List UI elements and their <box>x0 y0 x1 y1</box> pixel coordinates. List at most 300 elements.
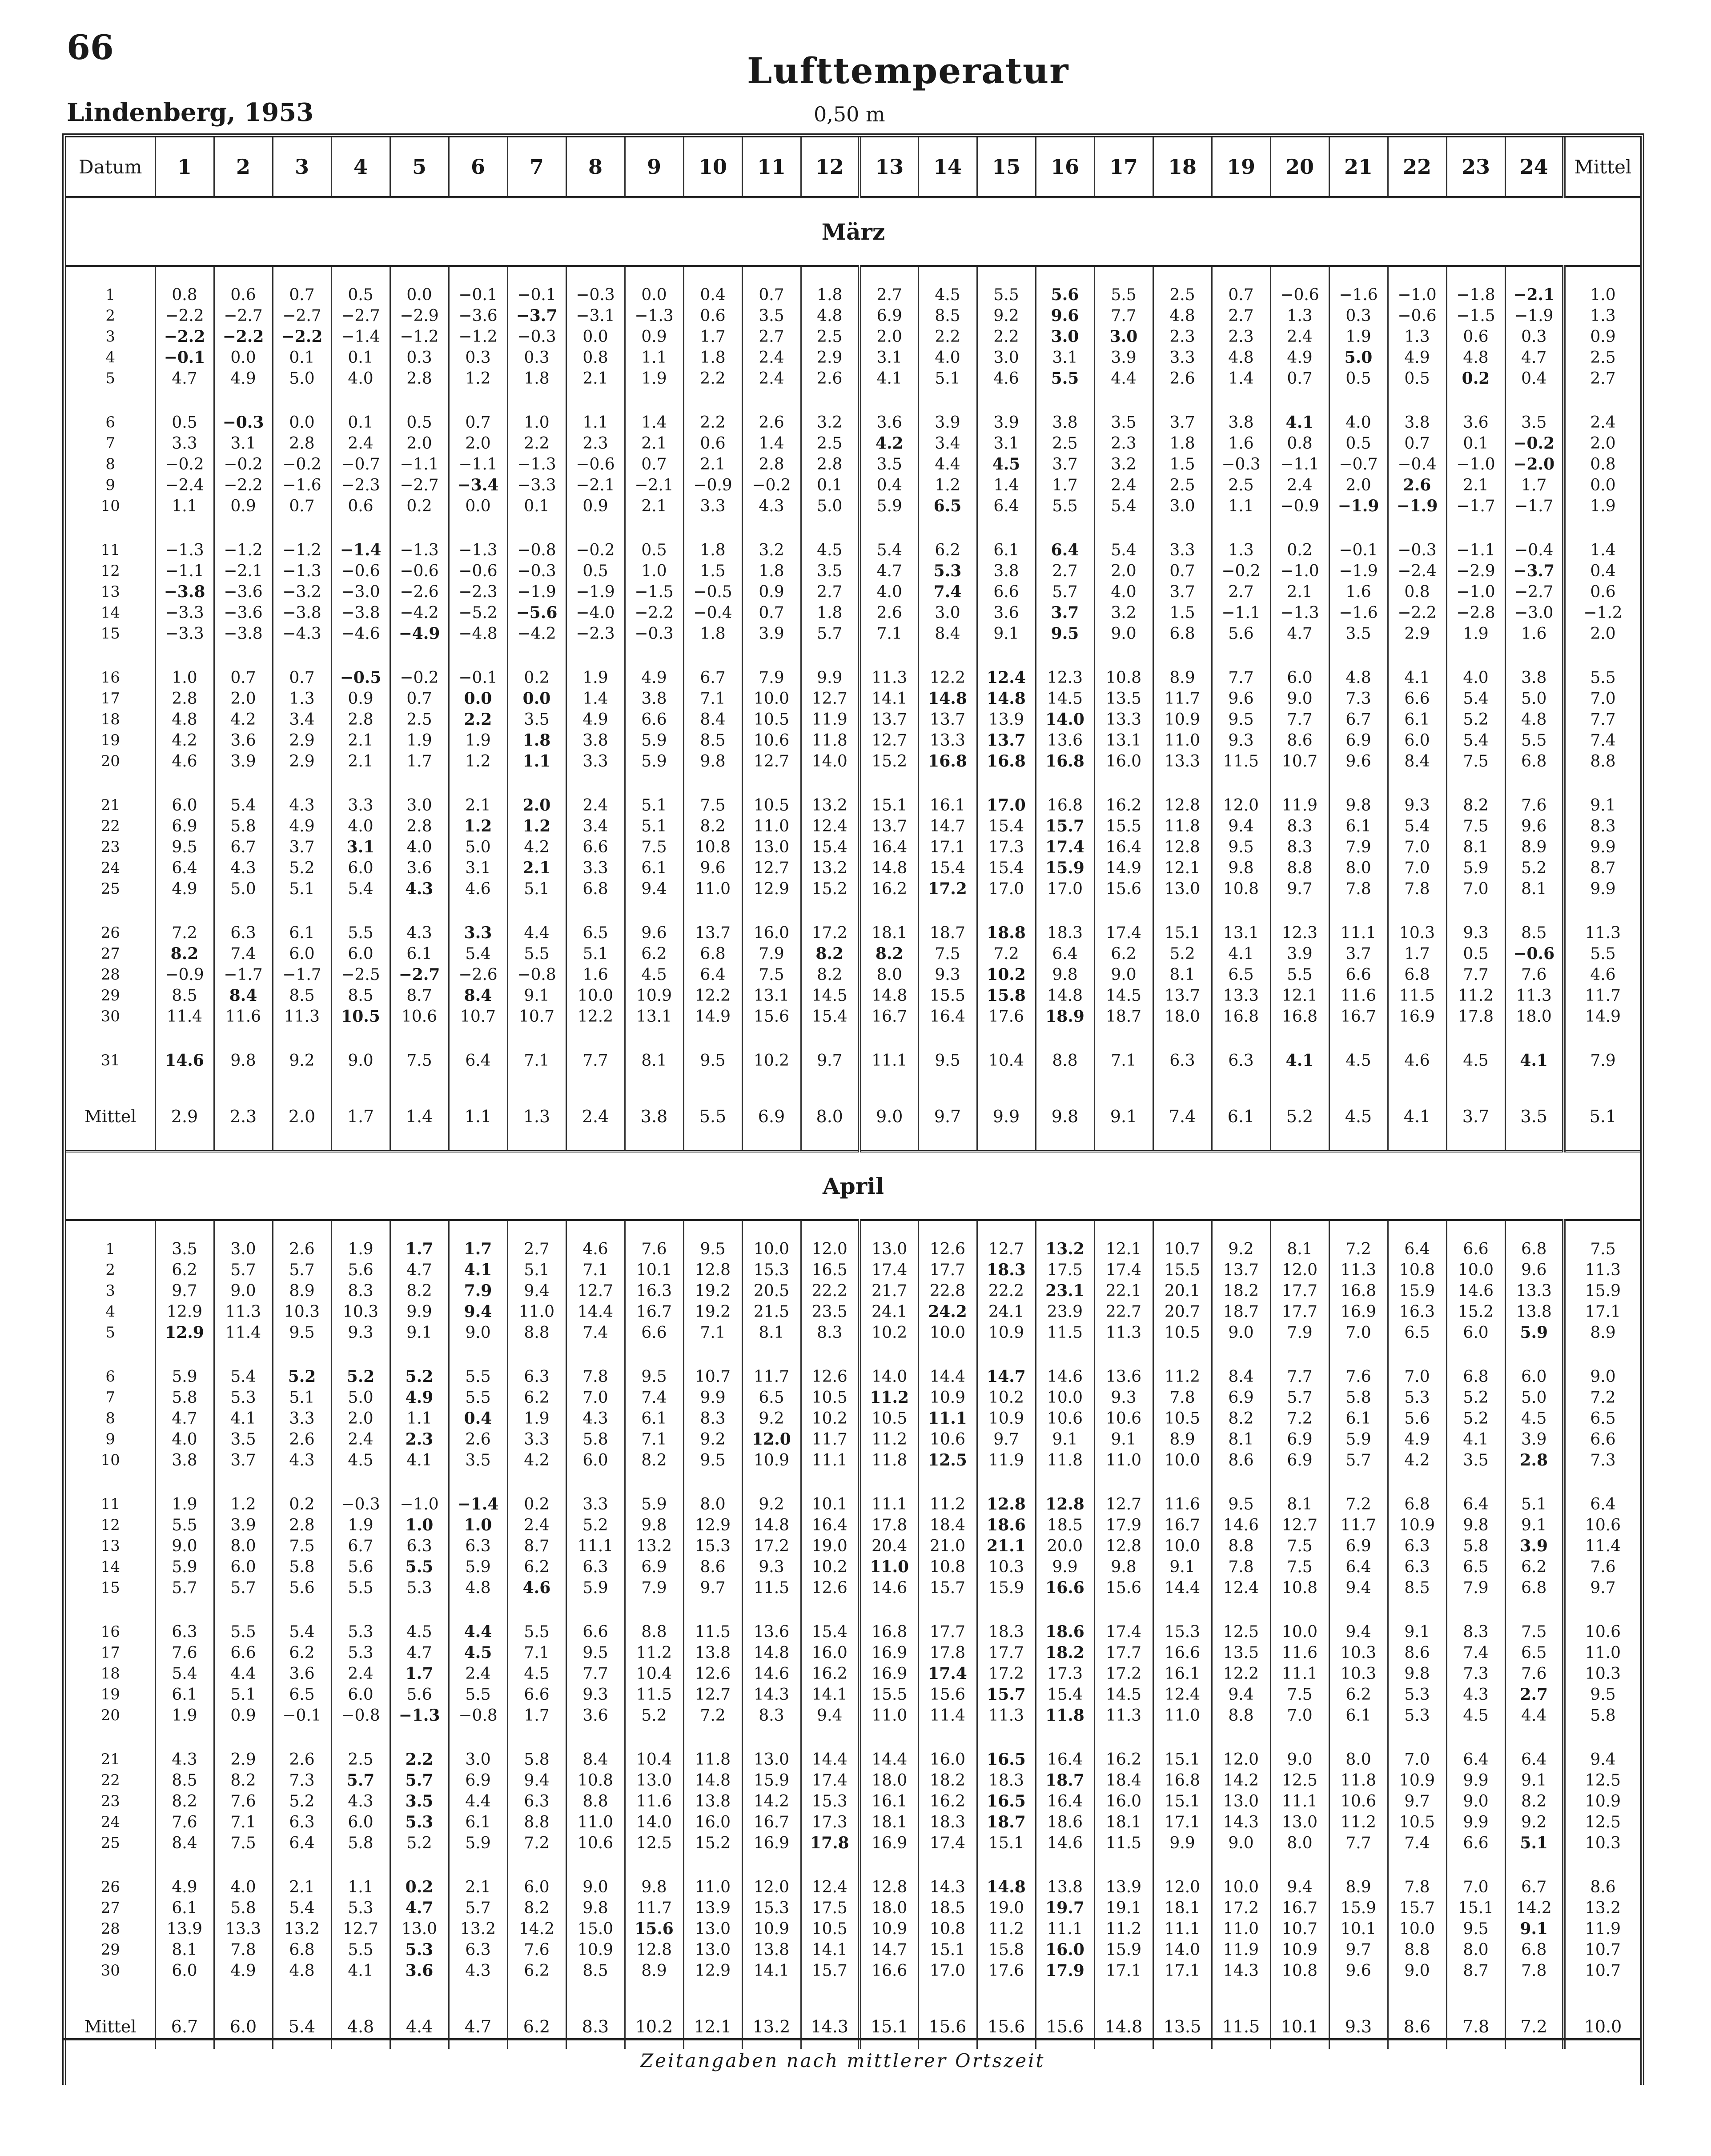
temperature-cell: 12.1 <box>1270 985 1329 1006</box>
temperature-cell: 15.1 <box>860 795 918 816</box>
temperature-cell: 15.3 <box>683 1536 742 1557</box>
day-cell: 29 <box>100 987 120 1004</box>
temperature-cell: 11.7 <box>801 1429 860 1450</box>
empty-cell <box>155 1071 214 1094</box>
temperature-cell: −0.6 <box>1270 285 1329 305</box>
temperature-cell: 14.3 <box>1212 1812 1270 1833</box>
temperature-cell: 7.1 <box>683 1322 742 1343</box>
temperature-cell: 8.5 <box>155 985 214 1006</box>
temperature-cell: −1.2 <box>390 326 449 347</box>
empty-cell <box>1212 1854 1270 1877</box>
column-header-hour: 11 <box>742 137 801 197</box>
temperature-cell: −1.3 <box>390 1705 449 1726</box>
column-header-hour: 16 <box>1036 137 1094 197</box>
empty-cell <box>1270 1220 1329 1239</box>
spacer-row <box>66 517 1640 540</box>
daily-mean-cell: 2.7 <box>1564 368 1640 389</box>
temperature-cell: 5.1 <box>507 879 566 899</box>
temperature-cell: 4.0 <box>860 582 918 602</box>
temperature-cell: 16.0 <box>918 1749 977 1770</box>
temperature-cell: 7.7 <box>1094 305 1153 326</box>
temperature-cell: 6.5 <box>1212 964 1270 985</box>
temperature-cell: −3.6 <box>214 602 273 623</box>
temperature-cell: 4.9 <box>155 879 214 899</box>
temperature-cell: 7.6 <box>1505 964 1564 985</box>
empty-cell <box>977 389 1036 412</box>
temperature-cell: 14.6 <box>155 1050 214 1071</box>
temperature-cell: 16.7 <box>742 1812 801 1833</box>
empty-cell <box>1153 1027 1212 1050</box>
temperature-cell: 2.1 <box>507 858 566 879</box>
table-row <box>66 1898 1640 1919</box>
temperature-cell: 17.8 <box>801 1833 860 1854</box>
empty-cell <box>155 1981 214 2004</box>
temperature-cell: 1.8 <box>507 368 566 389</box>
empty-cell <box>214 1598 273 1622</box>
temperature-cell: 4.0 <box>155 1429 214 1450</box>
temperature-cell: 18.3 <box>918 1812 977 1833</box>
temperature-cell: −3.2 <box>273 582 331 602</box>
temperature-cell: 12.7 <box>860 730 918 751</box>
empty-cell <box>507 1471 566 1494</box>
temperature-cell: 2.7 <box>801 582 860 602</box>
temperature-cell: 10.0 <box>1446 1260 1505 1281</box>
temperature-cell: 18.1 <box>1153 1898 1212 1919</box>
temperature-cell: 14.6 <box>1036 1833 1094 1854</box>
temperature-cell: 10.7 <box>683 1366 742 1387</box>
temperature-cell: 3.5 <box>742 305 801 326</box>
temperature-cell: 9.8 <box>1388 1663 1446 1684</box>
temperature-cell: 13.9 <box>977 709 1036 730</box>
temperature-cell: 15.4 <box>801 837 860 858</box>
temperature-cell: 9.0 <box>1094 623 1153 644</box>
temperature-cell: 6.6 <box>625 1322 683 1343</box>
mean-cell: 5.5 <box>683 1094 742 1139</box>
empty-cell <box>1505 389 1564 412</box>
empty-cell <box>1329 1981 1388 2004</box>
month-title-row <box>66 1152 1640 1221</box>
temperature-cell: 9.0 <box>331 1050 390 1071</box>
temperature-cell: 14.5 <box>1094 985 1153 1006</box>
temperature-cell: 15.5 <box>1153 1260 1212 1281</box>
temperature-cell: 6.4 <box>1388 1239 1446 1260</box>
temperature-cell: 10.6 <box>390 1006 449 1027</box>
empty-cell <box>1446 1471 1505 1494</box>
temperature-cell: 10.5 <box>860 1408 918 1429</box>
mean-cell: 15.6 <box>1036 2004 1094 2049</box>
temperature-cell: 15.4 <box>977 858 1036 879</box>
temperature-cell: 13.3 <box>214 1919 273 1939</box>
temperature-cell: 5.3 <box>1388 1705 1446 1726</box>
temperature-cell: 11.0 <box>742 816 801 837</box>
temperature-cell: 9.8 <box>1212 858 1270 879</box>
temperature-cell: −0.6 <box>1388 305 1446 326</box>
temperature-cell: 5.2 <box>625 1705 683 1726</box>
spacer-row <box>66 1726 1640 1749</box>
empty-cell <box>507 772 566 795</box>
temperature-cell: 6.7 <box>683 667 742 688</box>
temperature-cell: 14.3 <box>918 1877 977 1898</box>
daily-mean-cell: 6.6 <box>1564 1429 1640 1450</box>
temperature-cell: 3.0 <box>1153 496 1212 517</box>
temperature-cell: 5.2 <box>1446 1408 1505 1429</box>
temperature-cell: 4.6 <box>977 368 1036 389</box>
temperature-cell: 19.0 <box>977 1898 1036 1919</box>
empty-cell <box>1153 899 1212 923</box>
month-title-row <box>66 197 1640 266</box>
temperature-cell: 8.2 <box>683 816 742 837</box>
temperature-cell: 6.5 <box>918 496 977 517</box>
temperature-cell: 10.0 <box>742 688 801 709</box>
temperature-cell: 16.8 <box>1329 1281 1388 1301</box>
day-cell: 27 <box>100 945 120 963</box>
empty-cell <box>1388 1854 1446 1877</box>
empty-cell <box>390 1598 449 1622</box>
temperature-cell: 15.7 <box>1388 1898 1446 1919</box>
temperature-cell: 14.3 <box>742 1684 801 1705</box>
temperature-cell: 9.3 <box>331 1322 390 1343</box>
temperature-cell: 10.9 <box>1270 1939 1329 1960</box>
temperature-cell: 14.7 <box>977 1366 1036 1387</box>
empty-cell <box>977 1027 1036 1050</box>
temperature-cell: 12.9 <box>155 1322 214 1343</box>
temperature-cell: 8.4 <box>214 985 273 1006</box>
temperature-cell: 3.9 <box>1270 944 1329 964</box>
temperature-cell: 3.4 <box>918 433 977 454</box>
daily-mean-cell: 10.7 <box>1564 1960 1640 1981</box>
temperature-cell: 11.8 <box>860 1450 918 1471</box>
temperature-cell: 15.3 <box>742 1898 801 1919</box>
empty-cell <box>1329 1139 1388 1152</box>
temperature-cell: 0.3 <box>449 347 507 368</box>
temperature-cell: 8.8 <box>1270 858 1329 879</box>
temperature-cell: 16.0 <box>801 1642 860 1663</box>
temperature-cell: 0.0 <box>507 688 566 709</box>
temperature-cell: −5.2 <box>449 602 507 623</box>
temperature-cell: 12.8 <box>683 1260 742 1281</box>
table-row <box>66 1663 1640 1684</box>
temperature-cell: 6.2 <box>155 1260 214 1281</box>
temperature-cell: 3.5 <box>860 454 918 475</box>
temperature-cell: 0.6 <box>1446 326 1505 347</box>
temperature-cell: 19.1 <box>1094 1898 1153 1919</box>
empty-cell <box>1329 1471 1388 1494</box>
temperature-cell: 12.9 <box>742 879 801 899</box>
temperature-cell: 6.8 <box>273 1939 331 1960</box>
empty-cell <box>331 517 390 540</box>
temperature-cell: 16.0 <box>1094 1791 1153 1812</box>
day-cell: 22 <box>100 1771 120 1789</box>
column-header-hour: 3 <box>273 137 331 197</box>
temperature-cell: 8.5 <box>918 305 977 326</box>
temperature-cell: 7.4 <box>918 582 977 602</box>
temperature-cell: 9.5 <box>625 1366 683 1387</box>
column-header-datum: Datum <box>66 137 155 197</box>
table-row <box>66 1239 1640 1260</box>
spacer-row <box>66 1854 1640 1877</box>
temperature-cell: 5.1 <box>1505 1494 1564 1515</box>
temperature-cell: 5.9 <box>449 1557 507 1578</box>
temperature-cell: 9.1 <box>1094 1429 1153 1450</box>
table-row <box>66 561 1640 582</box>
temperature-cell: 4.0 <box>1094 582 1153 602</box>
empty-cell <box>860 644 918 667</box>
mean-cell: 14.8 <box>1094 2004 1153 2049</box>
temperature-cell: 18.7 <box>1036 1770 1094 1791</box>
temperature-cell: 2.0 <box>390 433 449 454</box>
temperature-cell: 17.5 <box>1036 1260 1094 1281</box>
temperature-cell: 16.2 <box>918 1791 977 1812</box>
temperature-cell: 5.9 <box>1505 1322 1564 1343</box>
temperature-cell: 1.8 <box>742 561 801 582</box>
temperature-cell: 11.0 <box>860 1557 918 1578</box>
daily-mean-cell: 9.5 <box>1564 1684 1640 1705</box>
temperature-cell: 7.4 <box>1446 1642 1505 1663</box>
day-cell: 25 <box>100 1834 120 1852</box>
temperature-cell: 15.0 <box>566 1919 625 1939</box>
temperature-cell: 2.1 <box>683 454 742 475</box>
empty-cell <box>860 389 918 412</box>
empty-cell <box>860 1027 918 1050</box>
temperature-cell: 9.4 <box>507 1281 566 1301</box>
temperature-cell: 6.0 <box>273 944 331 964</box>
temperature-cell: −0.2 <box>214 454 273 475</box>
temperature-cell: 6.9 <box>1270 1429 1329 1450</box>
empty-cell <box>1505 644 1564 667</box>
empty-cell <box>331 389 390 412</box>
temperature-cell: 9.8 <box>1446 1515 1505 1536</box>
temperature-cell: −0.2 <box>155 454 214 475</box>
temperature-cell: 5.4 <box>273 1622 331 1642</box>
daily-mean-cell: 1.4 <box>1564 540 1640 561</box>
temperature-cell: 13.3 <box>1153 751 1212 772</box>
empty-cell <box>1564 1071 1640 1094</box>
temperature-cell: 11.6 <box>1153 1494 1212 1515</box>
temperature-cell: 7.8 <box>1505 1960 1564 1981</box>
temperature-cell: 11.2 <box>918 1494 977 1515</box>
mean-cell: 3.5 <box>1505 1094 1564 1139</box>
temperature-cell: 4.5 <box>507 1663 566 1684</box>
temperature-cell: 12.7 <box>801 688 860 709</box>
temperature-cell: 4.5 <box>1505 1408 1564 1429</box>
empty-cell <box>507 644 566 667</box>
daily-mean-cell: 1.9 <box>1564 496 1640 517</box>
empty-cell <box>625 389 683 412</box>
temperature-cell: −2.1 <box>214 561 273 582</box>
temperature-cell: 16.2 <box>860 879 918 899</box>
temperature-cell: 6.6 <box>1388 688 1446 709</box>
temperature-cell: 0.5 <box>566 561 625 582</box>
temperature-cell: 1.0 <box>155 667 214 688</box>
temperature-cell: −2.8 <box>1446 602 1505 623</box>
temperature-cell: 0.3 <box>507 347 566 368</box>
day-cell: 11 <box>100 1495 120 1513</box>
temperature-cell: 12.7 <box>566 1281 625 1301</box>
temperature-cell: 11.8 <box>1329 1770 1388 1791</box>
temperature-cell: 10.9 <box>1388 1515 1446 1536</box>
empty-cell <box>918 1027 977 1050</box>
temperature-cell: 17.7 <box>1270 1301 1329 1322</box>
temperature-cell: 5.7 <box>214 1578 273 1598</box>
temperature-cell: 6.8 <box>1446 1366 1505 1387</box>
mean-cell: 4.8 <box>331 2004 390 2049</box>
temperature-cell: 1.2 <box>507 816 566 837</box>
temperature-cell: 12.7 <box>1270 1515 1329 1536</box>
temperature-cell: 9.0 <box>1212 1833 1270 1854</box>
column-header-hour: 2 <box>214 137 273 197</box>
temperature-cell: 13.3 <box>1212 985 1270 1006</box>
temperature-cell: 16.5 <box>977 1749 1036 1770</box>
empty-cell <box>507 899 566 923</box>
temperature-cell: 4.1 <box>860 368 918 389</box>
temperature-cell: 10.1 <box>1329 1919 1388 1939</box>
empty-cell <box>918 1598 977 1622</box>
temperature-cell: 1.2 <box>918 475 977 496</box>
empty-cell <box>1505 266 1564 285</box>
temperature-cell: 9.6 <box>1036 305 1094 326</box>
temperature-cell: 3.0 <box>918 602 977 623</box>
empty-cell <box>273 1598 331 1622</box>
temperature-cell: 4.8 <box>801 305 860 326</box>
day-cell: 26 <box>100 1878 120 1896</box>
temperature-cell: 0.8 <box>1270 433 1329 454</box>
temperature-cell: 15.7 <box>977 1684 1036 1705</box>
mean-cell: 11.5 <box>1212 2004 1270 2049</box>
temperature-cell: 3.5 <box>449 1450 507 1471</box>
temperature-cell: 6.0 <box>155 795 214 816</box>
temperature-cell: 11.8 <box>1153 816 1212 837</box>
temperature-cell: 4.2 <box>507 1450 566 1471</box>
empty-cell <box>1270 1027 1329 1050</box>
temperature-cell: 0.0 <box>625 285 683 305</box>
temperature-cell: 7.4 <box>566 1322 625 1343</box>
temperature-cell: −1.4 <box>331 540 390 561</box>
temperature-cell: 11.3 <box>1505 985 1564 1006</box>
temperature-cell: 18.5 <box>918 1898 977 1919</box>
empty-cell <box>625 1071 683 1094</box>
temperature-cell: 11.2 <box>1446 985 1505 1006</box>
temperature-cell: 13.7 <box>1153 985 1212 1006</box>
temperature-cell: 8.0 <box>214 1536 273 1557</box>
temperature-cell: 12.2 <box>683 985 742 1006</box>
temperature-cell: 5.5 <box>449 1387 507 1408</box>
day-cell: 26 <box>100 924 120 942</box>
temperature-cell: 12.5 <box>625 1833 683 1854</box>
temperature-cell: 6.2 <box>918 540 977 561</box>
empty-cell <box>918 772 977 795</box>
temperature-cell: 2.5 <box>331 1749 390 1770</box>
temperature-cell: 3.0 <box>977 347 1036 368</box>
temperature-cell: 16.0 <box>1036 1939 1094 1960</box>
empty-cell <box>1505 1726 1564 1749</box>
temperature-cell: 0.4 <box>683 285 742 305</box>
day-cell: 3 <box>105 328 116 345</box>
temperature-cell: 5.8 <box>1446 1536 1505 1557</box>
temperature-cell: 17.4 <box>1036 837 1094 858</box>
temperature-cell: 15.5 <box>860 1684 918 1705</box>
temperature-cell: 13.0 <box>742 1749 801 1770</box>
temperature-cell: 3.2 <box>801 412 860 433</box>
empty-cell <box>507 1854 566 1877</box>
empty-cell <box>1153 1343 1212 1366</box>
temperature-cell: 4.8 <box>1446 347 1505 368</box>
temperature-cell: −2.7 <box>1505 582 1564 602</box>
empty-cell <box>683 1027 742 1050</box>
temperature-cell: 20.1 <box>1153 1281 1212 1301</box>
temperature-cell: 10.5 <box>742 709 801 730</box>
temperature-cell: 3.6 <box>390 858 449 879</box>
temperature-cell: 14.6 <box>1446 1281 1505 1301</box>
temperature-cell: 14.8 <box>860 985 918 1006</box>
month-title: April <box>66 1152 1640 1221</box>
temperature-cell: 2.9 <box>1388 623 1446 644</box>
temperature-cell: 9.9 <box>683 1387 742 1408</box>
empty-cell <box>977 1598 1036 1622</box>
temperature-cell: 9.1 <box>1388 1622 1446 1642</box>
daily-mean-cell: 10.6 <box>1564 1515 1640 1536</box>
temperature-cell: 4.8 <box>1153 305 1212 326</box>
spacer-row <box>66 1981 1640 2004</box>
daily-mean-cell: 8.6 <box>1564 1877 1640 1898</box>
column-header-hour: 9 <box>625 137 683 197</box>
temperature-cell: 7.0 <box>1388 1366 1446 1387</box>
temperature-cell: 4.2 <box>507 837 566 858</box>
temperature-cell: −2.6 <box>449 964 507 985</box>
temperature-cell: 1.8 <box>683 623 742 644</box>
temperature-cell: 5.6 <box>1388 1408 1446 1429</box>
temperature-cell: 10.0 <box>918 1322 977 1343</box>
mean-cell: 6.2 <box>507 2004 566 2049</box>
temperature-cell: 4.3 <box>155 1749 214 1770</box>
temperature-cell: 7.8 <box>1388 879 1446 899</box>
empty-cell <box>977 1220 1036 1239</box>
temperature-cell: 7.1 <box>625 1429 683 1450</box>
empty-cell <box>1329 1598 1388 1622</box>
temperature-cell: 9.0 <box>155 1536 214 1557</box>
day-cell: 12 <box>100 562 120 580</box>
temperature-cell: 15.4 <box>977 816 1036 837</box>
table-row <box>66 1301 1640 1322</box>
temperature-cell: 9.0 <box>1270 1749 1329 1770</box>
temperature-cell: 13.7 <box>860 709 918 730</box>
mean-cell: 2.9 <box>155 1094 214 1139</box>
temperature-cell: 6.5 <box>742 1387 801 1408</box>
temperature-cell: 8.3 <box>331 1281 390 1301</box>
temperature-cell: 13.9 <box>155 1919 214 1939</box>
temperature-cell: −0.7 <box>1329 454 1388 475</box>
empty-cell <box>214 1726 273 1749</box>
day-cell: 27 <box>100 1899 120 1917</box>
temperature-cell: 9.3 <box>918 964 977 985</box>
temperature-cell: 9.1 <box>390 1322 449 1343</box>
temperature-cell: −4.8 <box>449 623 507 644</box>
temperature-cell: 9.2 <box>273 1050 331 1071</box>
empty-cell <box>1036 772 1094 795</box>
temperature-cell: 9.5 <box>1446 1919 1505 1939</box>
temperature-cell: 7.1 <box>214 1812 273 1833</box>
temperature-cell: 10.6 <box>566 1833 625 1854</box>
temperature-cell: 4.3 <box>273 1450 331 1471</box>
temperature-cell: 2.4 <box>742 368 801 389</box>
empty-cell <box>918 389 977 412</box>
table-row <box>66 1557 1640 1578</box>
temperature-cell: 13.0 <box>1212 1791 1270 1812</box>
temperature-cell: −2.0 <box>1505 454 1564 475</box>
daily-mean-cell: 13.2 <box>1564 1898 1640 1919</box>
temperature-cell: 4.3 <box>1446 1684 1505 1705</box>
temperature-cell: 5.3 <box>918 561 977 582</box>
temperature-cell: 0.7 <box>1153 561 1212 582</box>
